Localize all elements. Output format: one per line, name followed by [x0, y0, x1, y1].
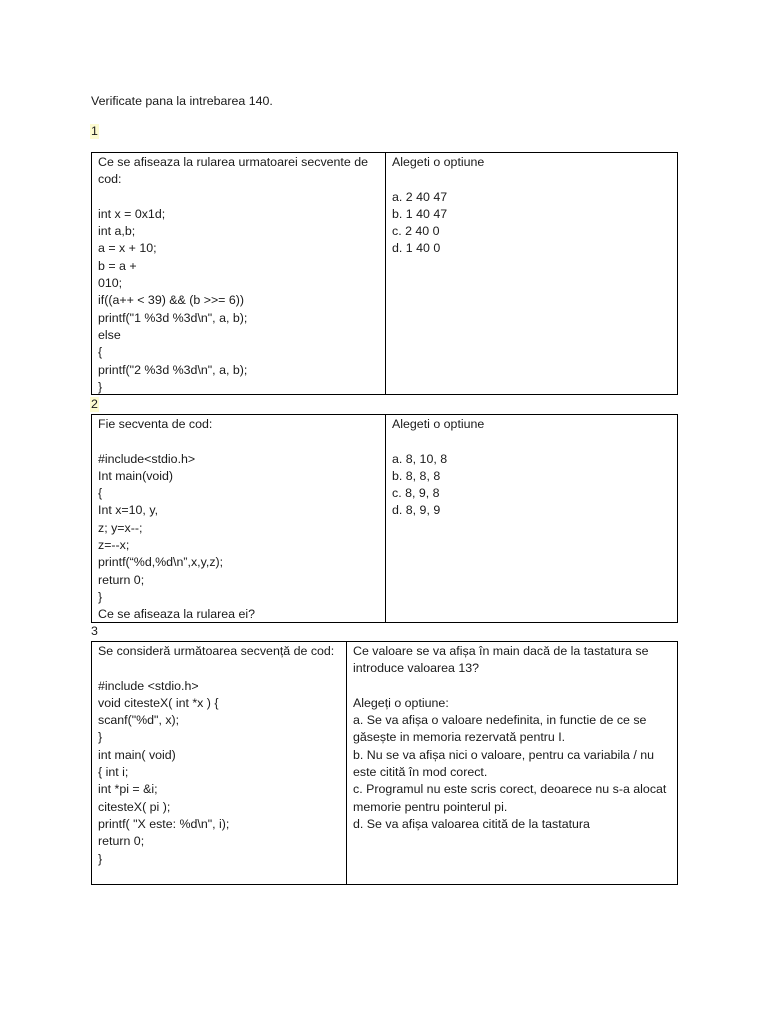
answer-option: este citită în mod corect. [353, 765, 488, 780]
blank-line [392, 171, 671, 188]
question-number: 2 [91, 397, 98, 411]
code-line: #include <stdio.h> [98, 678, 199, 693]
code-line: printf(“%d,%d\n”,x,y,z); [98, 555, 224, 570]
code-line [98, 660, 340, 677]
question-prompt-line: Ce valoare se va afișa în main dacă de la tastatura se [353, 644, 649, 658]
answer-options-cell [385, 153, 677, 394]
question-table [91, 641, 678, 885]
code-line: } [98, 851, 103, 866]
code-line: } [98, 589, 103, 604]
answer-option: a. 2 40 47 [392, 189, 448, 204]
options-heading: Alegeți o optiune: [353, 695, 449, 710]
answer-option: b. 8, 8, 8 [392, 468, 441, 483]
code-line: int *pi = &i; [98, 782, 158, 797]
code-line: if((a++ < 39) && (b >>= 6)) [98, 293, 245, 308]
code-line: 010; [98, 276, 123, 291]
code-line: return 0; [98, 572, 145, 587]
answer-option: c. 8, 9, 8 [392, 486, 440, 501]
code-line: } [98, 379, 103, 394]
answer-option: găsește in memoria rezervată pentru I. [353, 730, 566, 745]
code-line: int x = 0x1d; [98, 206, 166, 221]
code-line [98, 189, 379, 206]
code-line: } [98, 730, 103, 745]
blank-line [392, 433, 671, 450]
answer-option: c. Programul nu este scris corect, deoarece nu s-a alocat [353, 782, 667, 797]
question-number: 3 [91, 624, 98, 638]
code-line: void citesteX( int *x ) { [98, 695, 219, 710]
code-line: a = x + 10; [98, 241, 157, 256]
code-line: Int x=10, y, [98, 503, 159, 518]
code-line: int a,b; [98, 224, 136, 239]
code-line: Int main(void) [98, 468, 174, 483]
code-line: z; y=x--; [98, 520, 143, 535]
answer-option: d. 1 40 0 [392, 241, 441, 256]
question-code-cell [92, 153, 385, 394]
question-code-cell [92, 415, 385, 622]
answer-option: a. Se va afișa o valoare nedefinita, in functie de ce se [353, 713, 647, 728]
question-code-cell [92, 642, 346, 884]
answer-option: b. Nu se va afișa nici o valoare, pentru ca variabila / nu [353, 747, 654, 762]
question-table [91, 414, 678, 623]
answer-option: d. Se va afișa valoarea citită de la tastatura [353, 816, 590, 831]
code-line: printf("1 %3d %3d\n", a, b); [98, 310, 248, 325]
question-prompt-line: introduce valoarea 13? [353, 661, 480, 676]
code-line: citesteX( pi ); [98, 799, 171, 814]
code-line: scanf("%d", x); [98, 713, 180, 728]
answer-option: b. 1 40 47 [392, 206, 448, 221]
code-line: b = a + [98, 258, 137, 273]
intro-text: Verificate pana la intrebarea 140. [91, 94, 273, 108]
options-heading: Alegeti o optiune [392, 155, 485, 169]
code-line: Ce se afiseaza la rularea urmatoarei secvente de [98, 155, 368, 169]
code-line: int main( void) [98, 747, 176, 762]
blank-line [353, 678, 671, 695]
options-heading: Alegeti o optiune [392, 417, 485, 431]
answer-option: memorie pentru pointerul pi. [353, 799, 508, 814]
code-line: z=--x; [98, 538, 130, 553]
question-table [91, 152, 678, 395]
code-line: Se consideră următoarea secvență de cod: [98, 644, 335, 658]
answer-option: d. 8, 9, 9 [392, 503, 441, 518]
question-number: 1 [91, 124, 98, 138]
code-line: { [98, 486, 103, 501]
answer-options-cell [385, 415, 677, 622]
answer-option: c. 2 40 0 [392, 224, 440, 239]
answer-option: a. 8, 10, 8 [392, 451, 448, 466]
code-line: Fie secventa de cod: [98, 417, 213, 431]
code-line: printf("2 %3d %3d\n", a, b); [98, 362, 248, 377]
code-line: else [98, 327, 121, 342]
code-line: cod: [98, 172, 122, 187]
code-line: { int i; [98, 765, 129, 780]
code-line: return 0; [98, 834, 145, 849]
code-line: Ce se afiseaza la rularea ei? [98, 607, 256, 622]
code-line [98, 433, 379, 450]
code-line: printf( "X este: %d\n", i); [98, 816, 230, 831]
code-line: #include<stdio.h> [98, 451, 196, 466]
code-line: { [98, 345, 103, 360]
answer-options-cell [346, 642, 677, 884]
